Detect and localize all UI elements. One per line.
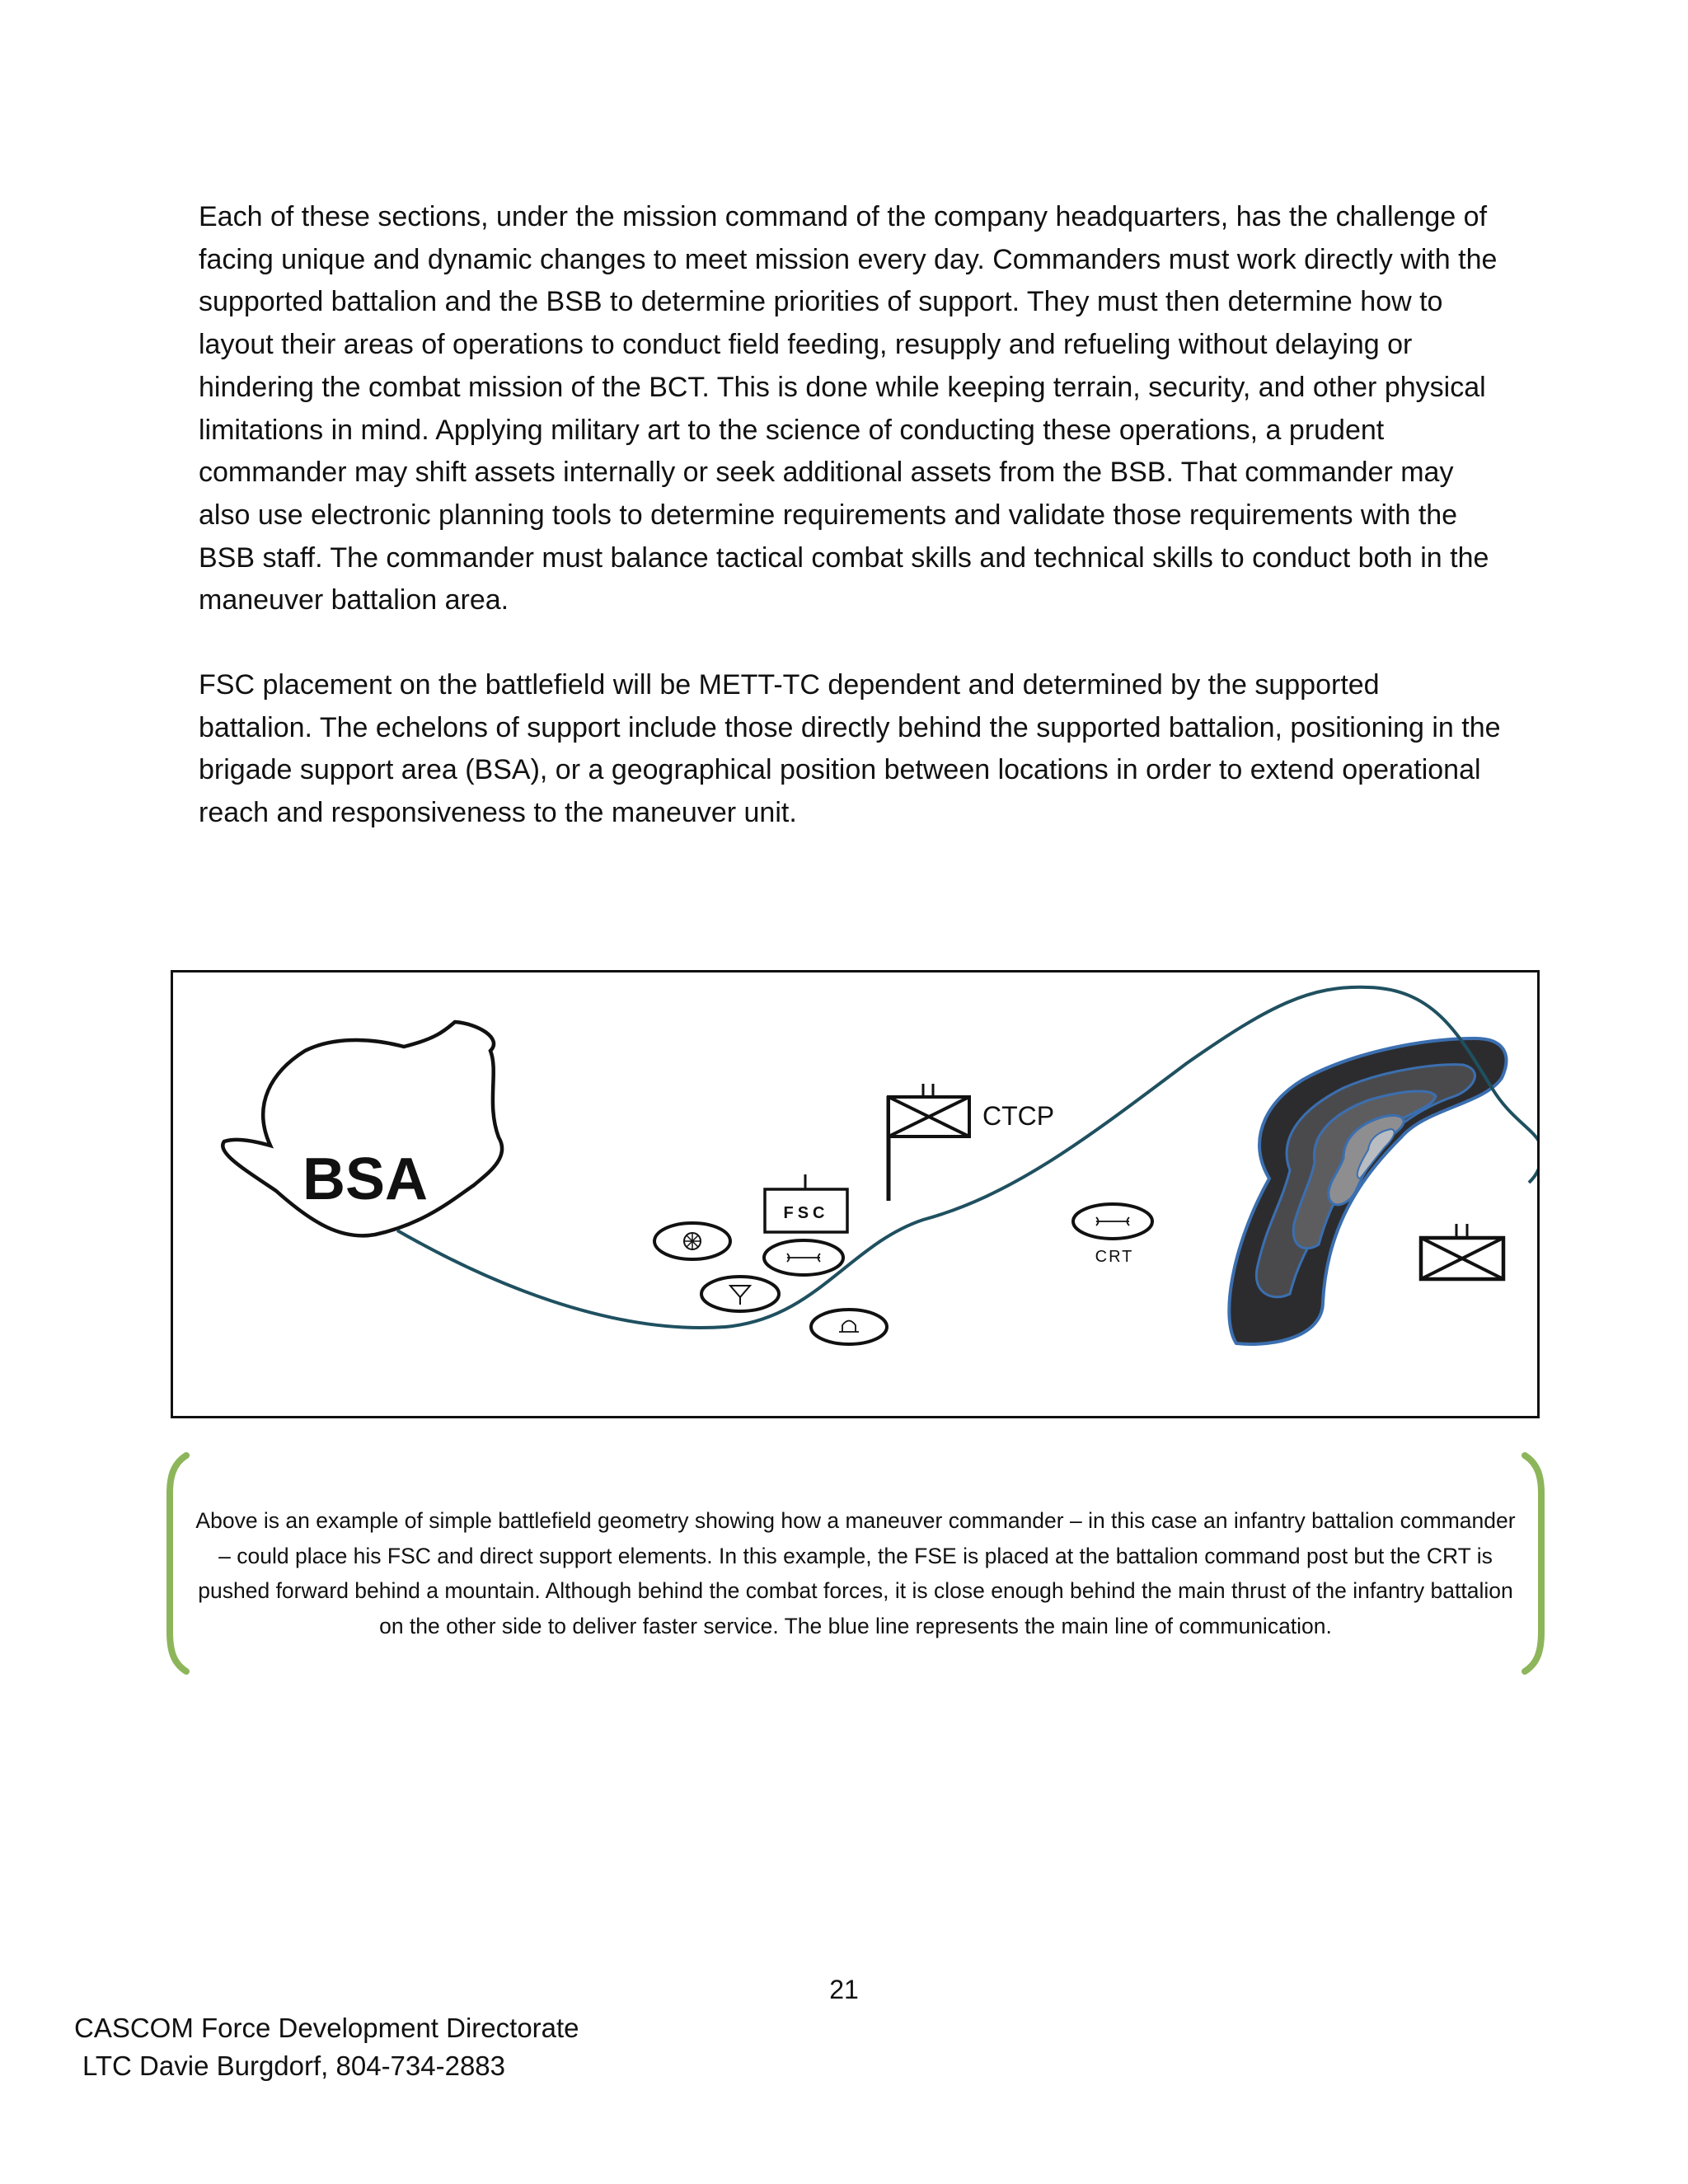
ctcp-label: CTCP (982, 1101, 1055, 1131)
bsa-label: BSA (302, 1146, 429, 1212)
supply-icon (654, 1223, 730, 1259)
caption-left-bracket (170, 1455, 186, 1671)
field-feeding-icon (811, 1310, 887, 1344)
page-number: 21 (829, 1975, 859, 2004)
body-paragraph-1: Each of these sections, under the mission command of the company headquarters, has the challenge of facing unique and dynamic changes to meet mission every day. Commanders must work directly with the supported battalion and the BSB to determine priorities of support. They must then determine how to layout their areas of operations to conduct field feeding, resupply and refueling without delaying or hindering the combat mission of the BCT. This is done while keeping terrain, security, and other physical limitations in mind. Applying military art to the science of conducting these operations, a prudent commander may shift assets internally or seek additional assets from the BSB. That commander may also use electronic planning tools to determine requirements and validate those requirements with the BSB staff. The commander must balance tactical combat skills and technical skills to conduct both in the maneuver battalion area. (199, 201, 1498, 616)
infantry-battalion-icon (1421, 1224, 1503, 1279)
figure-caption (165, 1452, 1546, 1675)
fsc-unit-symbol (765, 1174, 847, 1232)
fuel-icon (701, 1277, 779, 1311)
crt-label: CRT (1095, 1248, 1134, 1266)
fsc-label: FSC (783, 1204, 829, 1222)
maintenance-icon (764, 1240, 843, 1275)
ctcp-infantry-flag-icon (889, 1084, 969, 1201)
battlefield-geometry-figure (171, 970, 1540, 1418)
footer-organization: CASCOM Force Development Directorate (74, 2013, 579, 2043)
caption-right-bracket (1525, 1455, 1541, 1671)
body-paragraph-2: FSC placement on the battlefield will be METT-TC dependent and determined by the supported battalion. The echelons of support include those directly behind the supported battalion, positioning in the brigade support area (BSA), or a geographical position between locations in order to extend operational reach and responsiveness to the maneuver unit. (199, 669, 1501, 829)
mountain-terrain (1229, 1038, 1506, 1344)
crt-maintenance-icon (1073, 1204, 1152, 1239)
footer-contact: LTC Davie Burgdorf, 804-734-2883 (82, 2050, 506, 2081)
caption-text: Above is an example of simple battlefield geometry showing how a maneuver commander – in this case an infantry battalion commander – could place his FSC and direct support elements. In this example, the FSE is placed at the battalion command post but the CRT is pushed forward behind a mountain. Although behind the combat forces, it is close enough behind the main thrust of the infantry battalion on the other side to deliver faster service. The blue line represents the main line of communication. (195, 1508, 1516, 1638)
